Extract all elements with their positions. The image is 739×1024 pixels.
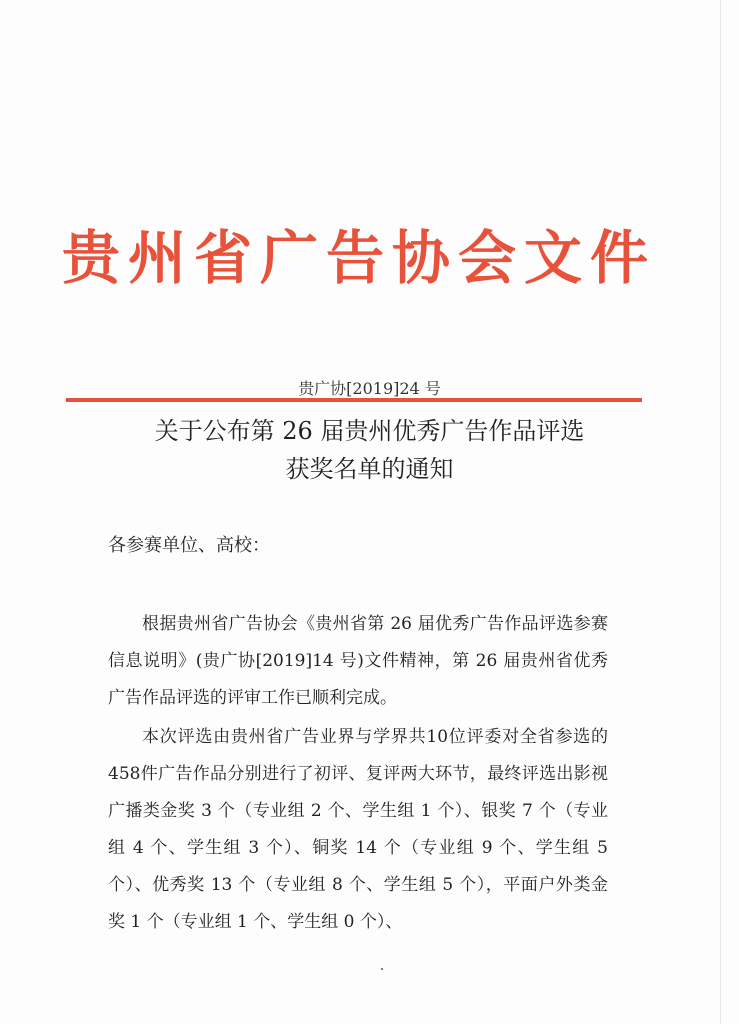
org-header-title: 贵州省广告协会文件: [62, 224, 657, 292]
header-red-divider: [66, 398, 642, 402]
document-number: 贵广协[2019]24 号: [298, 379, 441, 398]
body-paragraph-1: 根据贵州省广告协会《贵州省第 26 届优秀广告作品评选参赛信息说明》(贵广协[2019]14 号)文件精神，第 26 届贵州省优秀广告作品评选的评审工作已顺利完成。: [108, 614, 608, 708]
salutation: 各参赛单位、高校：: [108, 535, 270, 556]
document-title-line-1: 关于公布第 26 届贵州优秀广告作品评选: [154, 417, 585, 445]
body-paragraph-2: 本次评选由贵州省广告业界与学界共10位评委对全省参选的458件广告作品分别进行了初评、复评两大环节，最终评选出影视广播类金奖 3 个（专业组 2 个、学生组 1 个）、银奖 7 个（专业组 4 个、学生组 3 个）、铜奖 14 个（专业组 9 个、学生组 5 个）、优秀奖 13 个（专业组 8 个、学生组 5 个），平面户外类金奖 1 个（专业组 1 个、学生组 0 个）、: [108, 727, 608, 932]
body-text: [108, 606, 608, 941]
scan-speck: [381, 968, 383, 970]
scan-edge: [720, 0, 721, 1024]
document-title-line-2: 获奖名单的通知: [285, 455, 454, 483]
document-title: [0, 412, 739, 488]
